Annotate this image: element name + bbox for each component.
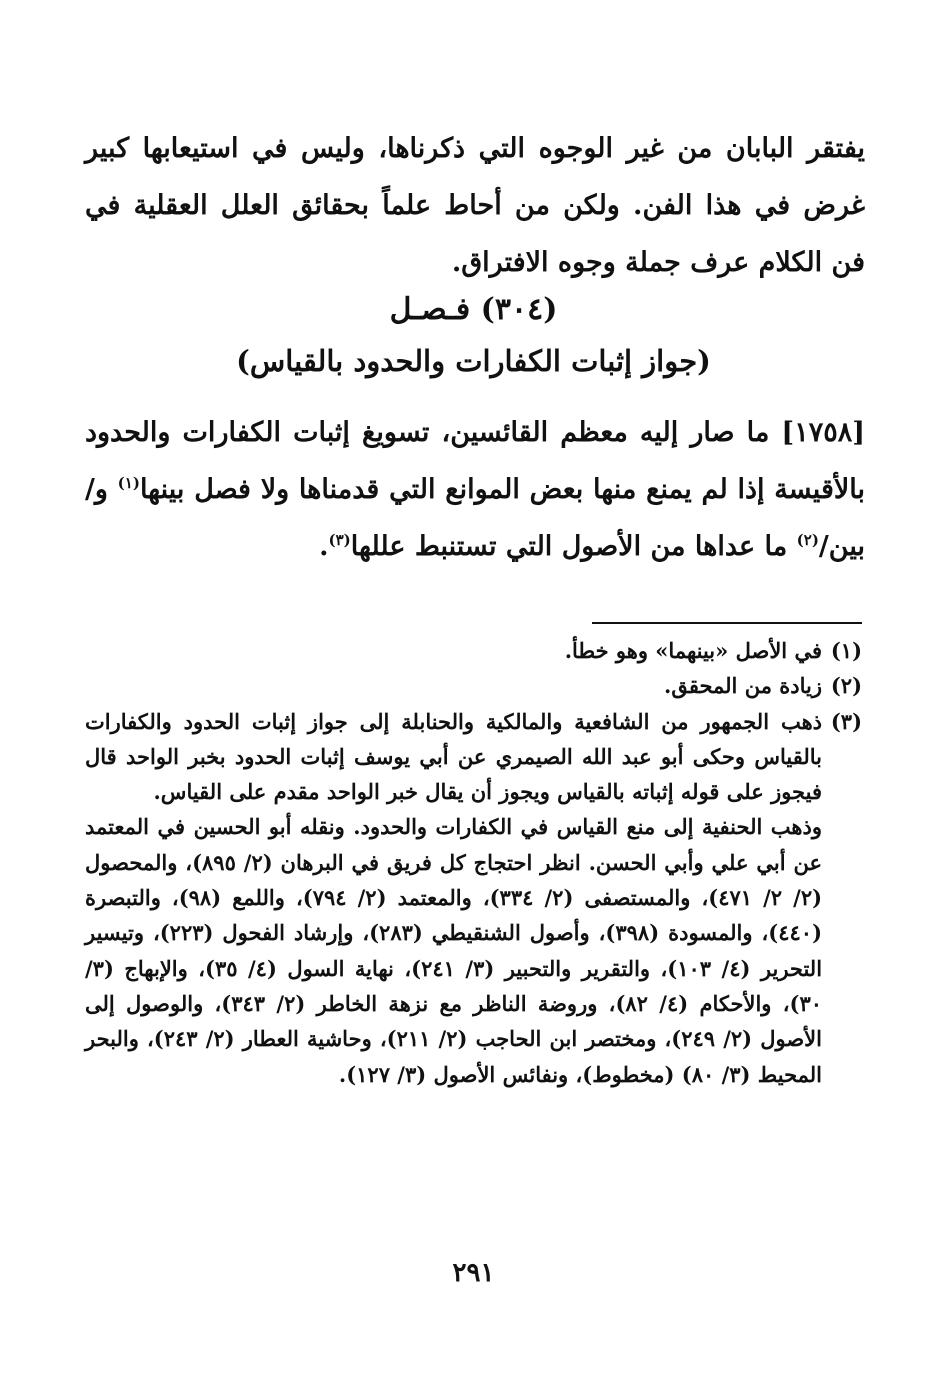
- footnote-separator: [592, 622, 862, 624]
- section-heading: (٣٠٤) فـصـل: [389, 292, 558, 327]
- main-text-part-3: ما عداها من الأصول التي تستنبط عللها: [350, 531, 797, 562]
- footnotes: [85, 633, 862, 1092]
- footnote-number: (١): [830, 638, 862, 663]
- main-text-part-1: [١٧٥٨] ما صار إليه معظم القائسين، تسويغ إثبات الكفارات والحدود بالأقيسة إذا لم يمنع منها بعض الموانع التي قدمناها ولا فصل بينها: [85, 417, 865, 505]
- footnote-ref-1: (١): [117, 474, 140, 492]
- main-text-part-2: و/ بين/: [85, 474, 865, 562]
- footnote-paragraph: في الأصل «بينهما» وهو خطأ.: [564, 638, 822, 663]
- main-text-end: .: [319, 531, 329, 562]
- main-paragraph: [85, 404, 865, 575]
- footnote-ref-2: (٢): [796, 531, 819, 549]
- section-subtitle: (جواز إثبات الكفارات والحدود بالقياس): [236, 344, 711, 378]
- footnote-item: [85, 668, 862, 703]
- footnote-item: [85, 633, 862, 668]
- footnote-number: (٣): [830, 708, 862, 734]
- footnote-paragraph: وذهب الحنفية إلى منع القياس في الكفارات والحدود. ونقله أبو الحسين في المعتمد عن أبي علي وأبي الحسن. انظر احتجاج كل فريق في البرهان (٢/ ٨٩٥)، والمحصول (٢/ ٢/ ٤٧١)، والمستصفى (٢/ ٣٣٤)، والمعتمد (٢/ ٧٩٤)، واللمع (٩٨)، والتبصرة (٤٤٠)، والمسودة (٣٩٨)، وأصول الشنقيطي (٢٨٣)، وإرشاد الفحول (٢٢٣)، وتيسير التحرير (٤/ ١٠٣)، والتقرير والتحبير (٣/ ٢٤١)، نهاية السول (٤/ ٣٥)، والإبهاج (٣/ ٣٠)، والأحكام (٤/ ٨٢)، وروضة الناظر مع نزهة الخاطر (٢/ ٣٤٣)، والوصول إلى الأصول (٢/ ٢٤٩)، ومختصر ابن الحاجب (٢/ ٢١١)، وحاشية العطار (٢/ ٢٤٣)، والبحر المحيط (٣/ ٨٠) (مخطوط)، ونفائس الأصول (٣/ ١٢٧).: [85, 814, 823, 1087]
- footnote-paragraph: زيادة من المحقق.: [664, 673, 822, 699]
- footnote-text: [85, 704, 822, 1092]
- footnote-item: [85, 704, 862, 1092]
- footnote-ref-3: (٣): [328, 531, 351, 549]
- page-number: ٢٩١: [452, 1258, 495, 1288]
- footnote-paragraph: ذهب الجمهور من الشافعية والمالكية والحنابلة إلى جواز إثبات الحدود والكفارات بالقياس وحكى أبو عبد الله الصيمري عن أبي يوسف إثبات الحدود بخبر الواحد قال فيجوز على قوله إثباته بالقياس ويجوز أن يقال خبر الواحد مقدم على القياس.: [85, 708, 822, 805]
- footnote-number: (٢): [830, 673, 862, 699]
- intro-paragraph: يفتقر البابان من غير الوجوه التي ذكرناها، وليس في استيعابها كبير غرض في هذا الفن. ولكن من أحاط علماً بحقائق العلل العقلية في فن الكلام عرف جملة وجوه الافتراق.: [85, 133, 865, 278]
- footnote-text: [85, 633, 822, 668]
- footnote-text: [85, 668, 822, 703]
